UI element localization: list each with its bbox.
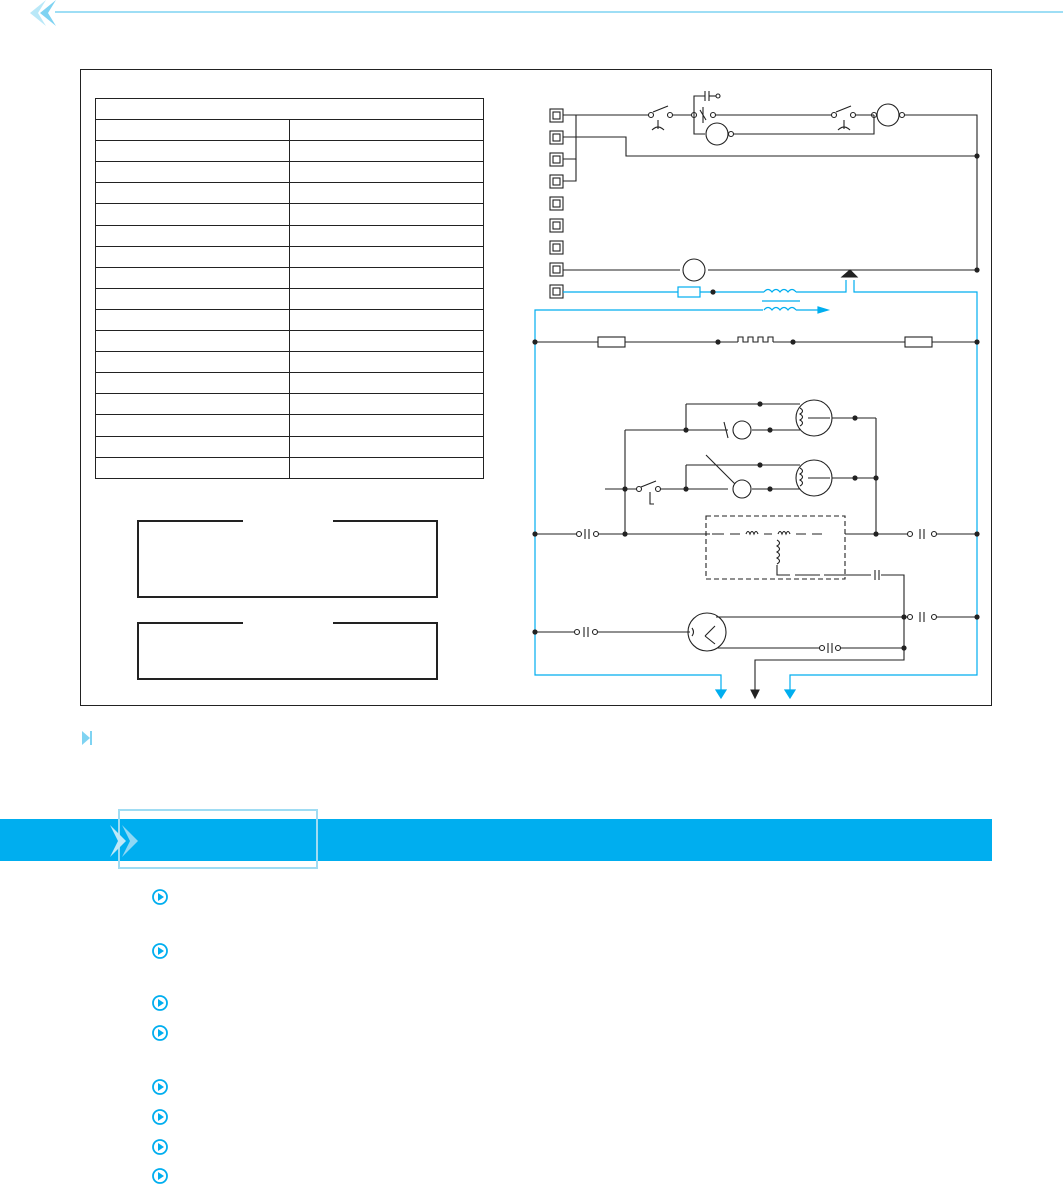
table-row [96, 288, 484, 309]
note-box-2 [137, 622, 438, 680]
circle-play-icon [151, 1138, 169, 1156]
table-row [96, 415, 484, 436]
top-header-bar [0, 0, 1063, 30]
table-row [96, 141, 484, 162]
circle-play-icon [151, 1078, 169, 1096]
terminal-block [550, 109, 563, 298]
circle-play-icon [151, 888, 169, 906]
table-row [96, 267, 484, 288]
table-row [96, 246, 484, 267]
circle-play-icon [151, 1167, 169, 1185]
table-row [96, 373, 484, 394]
table-row [96, 309, 484, 330]
table-row [96, 204, 484, 225]
circle-play-icon [151, 1024, 169, 1042]
table-row [96, 352, 484, 373]
double-chevron-left-icon [30, 0, 56, 26]
wiring-diagram [520, 88, 990, 703]
circle-play-icon [151, 994, 169, 1012]
table-row [96, 120, 484, 141]
note-title-gap [243, 518, 333, 526]
double-chevron-right-icon [108, 823, 142, 859]
table-row [96, 162, 484, 183]
table-row [96, 394, 484, 415]
table-row [96, 183, 484, 204]
table-row [96, 436, 484, 457]
legend-header-row [96, 99, 484, 120]
figure-caption-marker-icon [81, 729, 93, 747]
note-box-1 [137, 520, 438, 598]
note-title-gap [243, 620, 333, 628]
legend-table [95, 98, 484, 479]
table-row [96, 331, 484, 352]
table-row [96, 225, 484, 246]
section-tab-outline [118, 809, 318, 869]
circle-play-icon [151, 1108, 169, 1126]
table-row [96, 457, 484, 478]
circle-play-icon [151, 942, 169, 960]
